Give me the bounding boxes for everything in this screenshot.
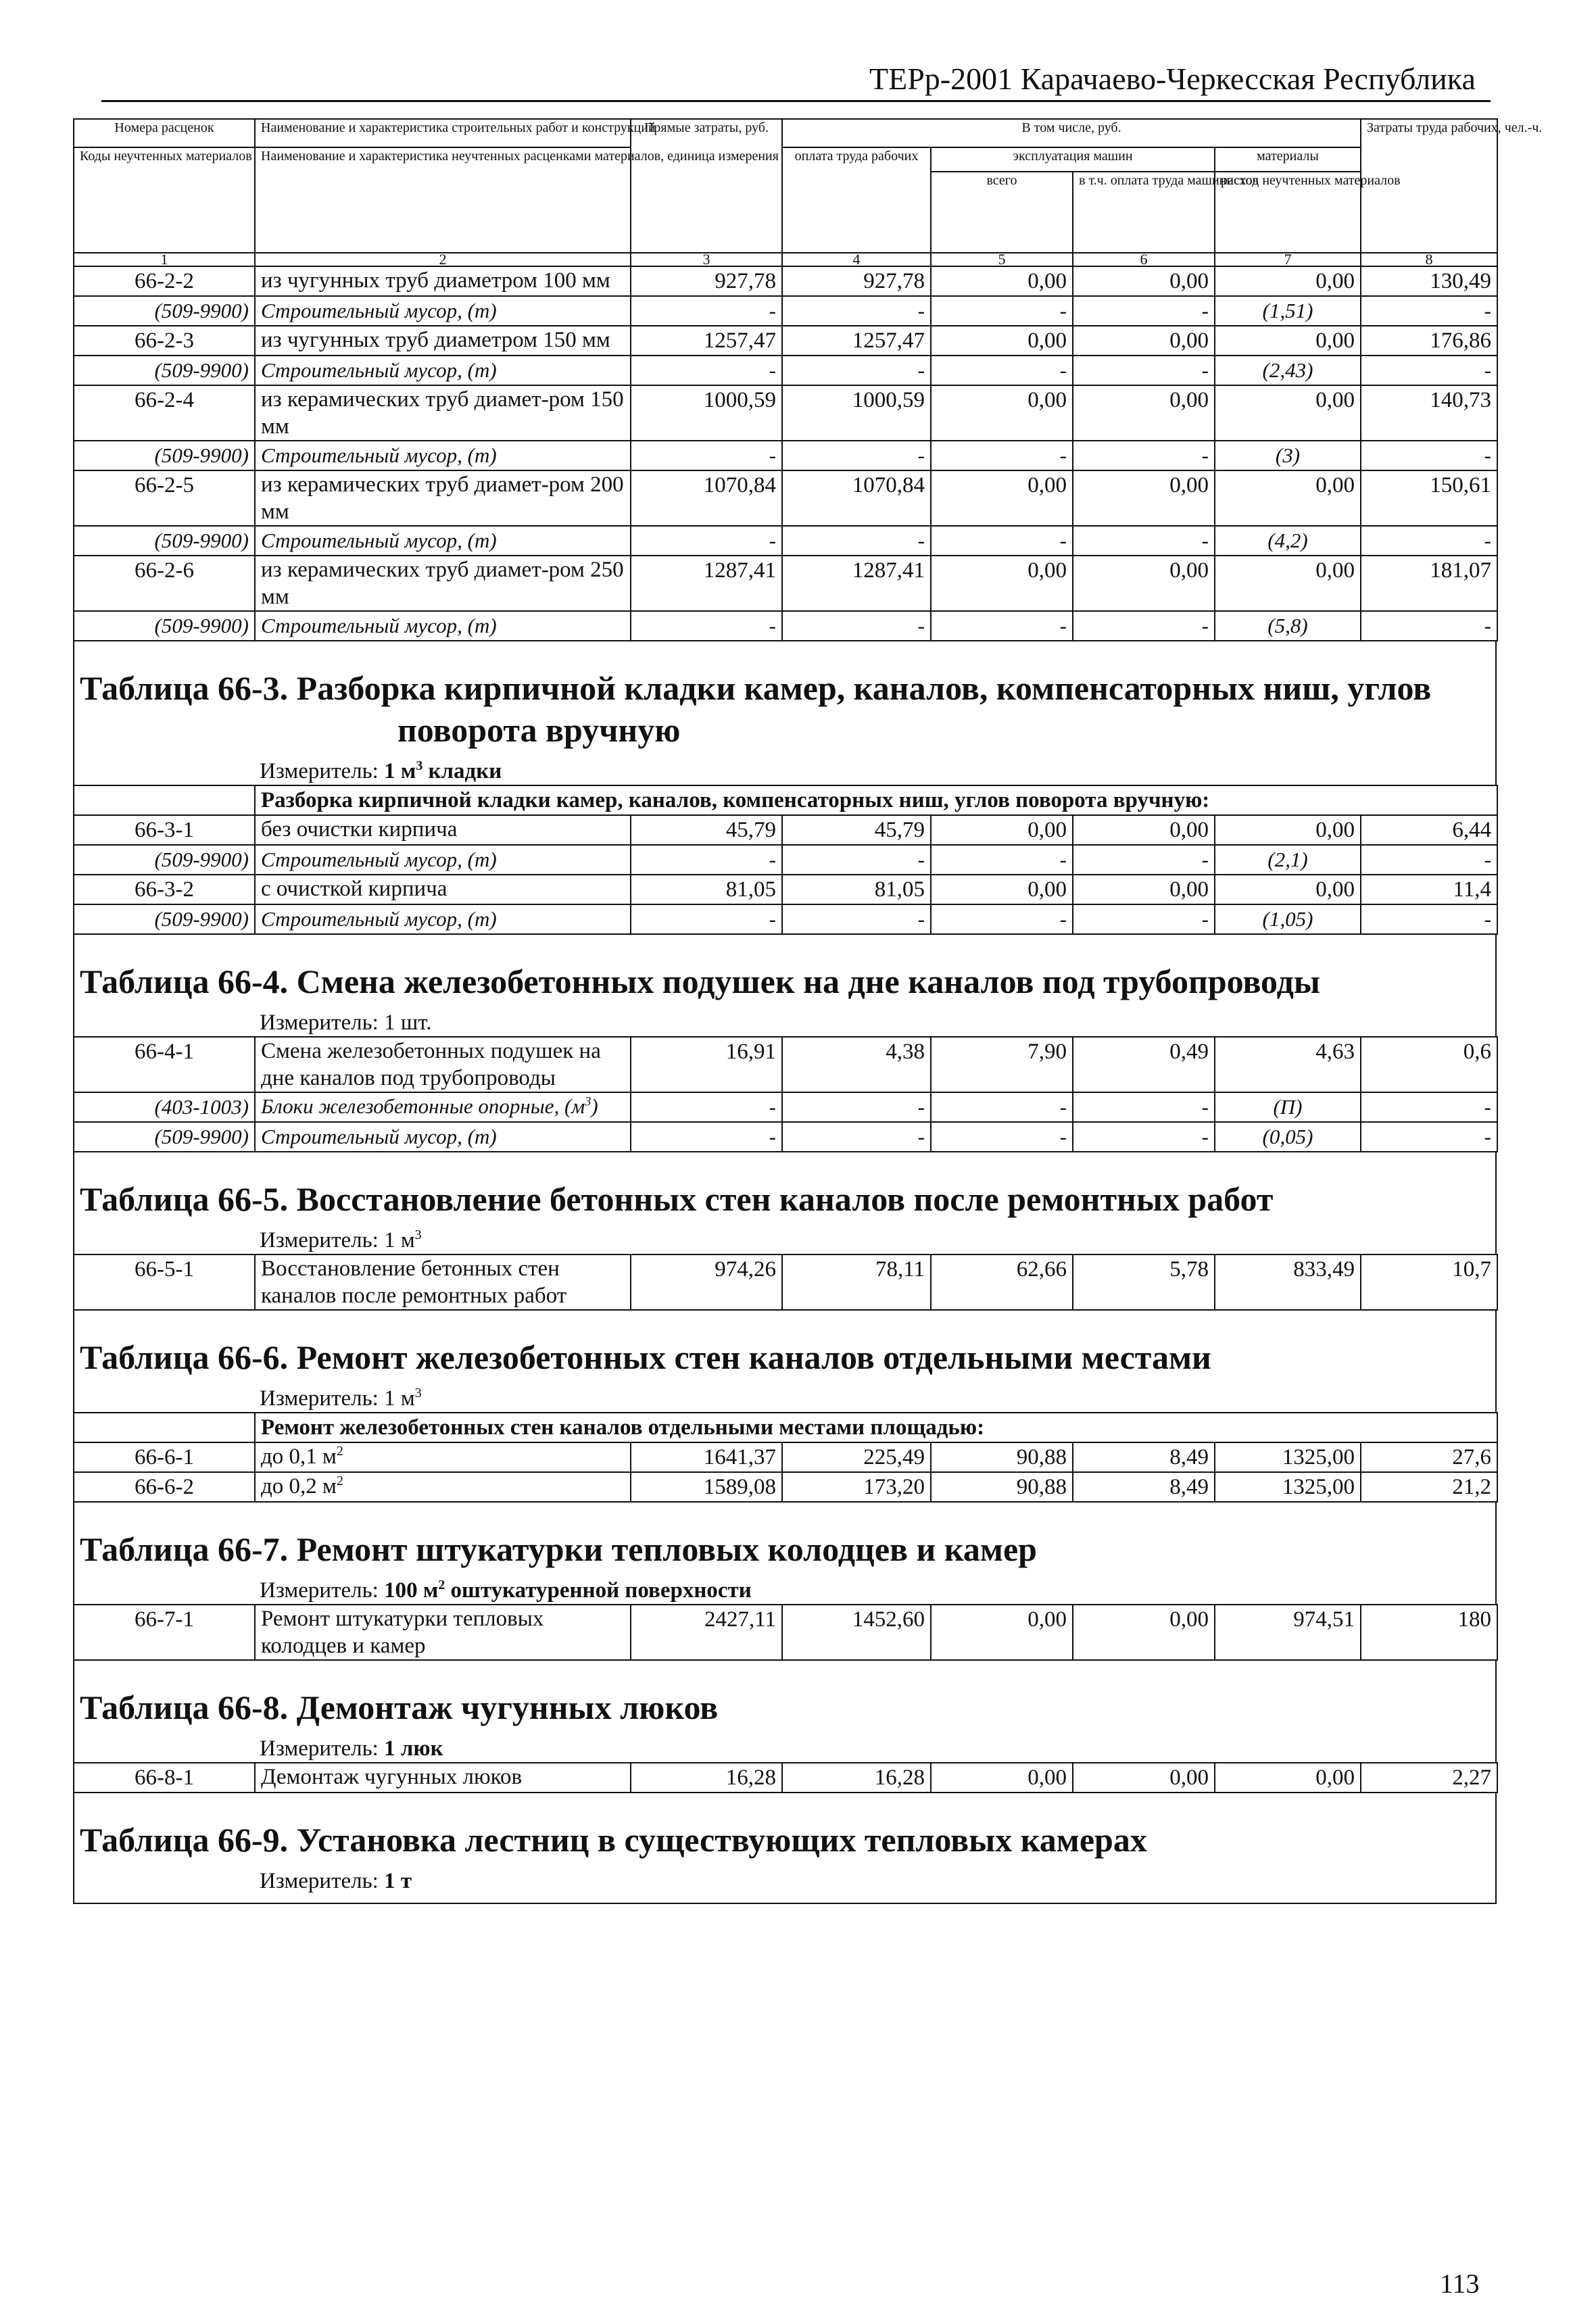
direct-costs: 1070,84: [631, 470, 782, 526]
table-title: Таблица 66-9. Установка лестниц в существующих тепловых камерах: [80, 1821, 1147, 1859]
labor-hours: -: [1361, 296, 1497, 326]
material-code: (509-9900): [74, 441, 255, 470]
table-row: [74, 326, 1497, 356]
measure-label: Измеритель:: [260, 1578, 385, 1603]
labor-hours: 0,6: [1361, 1037, 1497, 1092]
col-number: 4: [782, 253, 931, 266]
labor-hours: -: [1361, 1092, 1497, 1122]
machines-total: -: [931, 611, 1073, 641]
measure-value: 1 м: [384, 759, 416, 783]
material-name: Строительный мусор, (т): [255, 1122, 631, 1152]
material-code: (509-9900): [74, 526, 255, 556]
direct-costs: -: [631, 611, 782, 641]
material-code: (509-9900): [74, 356, 255, 385]
work-name: Демонтаж чугунных люков: [255, 1763, 631, 1793]
materials-cost: 0,00: [1215, 326, 1361, 356]
work-name: [255, 1472, 631, 1502]
materials-cost: 974,51: [1215, 1605, 1361, 1660]
work-name-text: до 0,1 м: [261, 1444, 337, 1469]
direct-costs: -: [631, 296, 782, 326]
table-row: [74, 470, 1497, 526]
rate-code: 66-6-2: [74, 1472, 255, 1502]
rate-code: 66-6-1: [74, 1442, 255, 1472]
measure-unit: [74, 751, 1495, 785]
operator-pay: 0,00: [1073, 266, 1215, 296]
material-name-text: Блоки железобетонные опорные,: [261, 1094, 560, 1118]
operator-pay: 5,78: [1073, 1254, 1215, 1310]
machines-total: 0,00: [931, 1763, 1073, 1793]
worker-pay: 16,28: [782, 1763, 931, 1793]
rate-code: 66-8-1: [74, 1763, 255, 1793]
materials-cost: 0,00: [1215, 266, 1361, 296]
col-header-machines: эксплуатация машин: [931, 147, 1215, 172]
machines-total: -: [931, 296, 1073, 326]
measure-exponent: 2: [438, 1578, 445, 1592]
materials-cost: 0,00: [1215, 875, 1361, 904]
worker-pay: -: [782, 441, 931, 470]
material-consumption: (1,51): [1215, 296, 1361, 326]
material-row: [74, 1092, 1497, 1122]
column-headers: [74, 119, 1543, 253]
material-name: Строительный мусор, (т): [255, 904, 631, 934]
material-name: Строительный мусор, (т): [255, 356, 631, 385]
worker-pay: -: [782, 611, 931, 641]
direct-costs: -: [631, 845, 782, 875]
operator-pay: 0,00: [1073, 470, 1215, 526]
measure-label: Измеритель:: [260, 1228, 385, 1252]
labor-hours: 176,86: [1361, 326, 1497, 356]
table-title-line: поворота вручную: [397, 711, 681, 749]
worker-pay: 1257,47: [782, 326, 931, 356]
measure-label: Измеритель:: [260, 1736, 385, 1761]
measure-value: 1 м: [384, 1228, 415, 1252]
worker-pay: 45,79: [782, 815, 931, 845]
material-row: [74, 296, 1497, 326]
work-name: без очистки кирпича: [255, 815, 631, 845]
rate-code: 66-2-3: [74, 326, 255, 356]
direct-costs: -: [631, 441, 782, 470]
direct-costs: -: [631, 356, 782, 385]
labor-hours: 21,2: [1361, 1472, 1497, 1502]
operator-pay: -: [1073, 356, 1215, 385]
operator-pay: 8,49: [1073, 1472, 1215, 1502]
table-66-7: [73, 1604, 1498, 1661]
machines-total: 7,90: [931, 1037, 1073, 1092]
operator-pay: -: [1073, 1122, 1215, 1152]
operator-pay: -: [1073, 441, 1215, 470]
worker-pay: 927,78: [782, 266, 931, 296]
machines-total: 0,00: [931, 815, 1073, 845]
operator-pay: 0,00: [1073, 815, 1215, 845]
rate-code: 66-2-2: [74, 266, 255, 296]
table-title: Таблица 66-4. Смена железобетонных подушек на дне каналов под трубопроводы: [80, 962, 1320, 1000]
measure-label: Измеритель:: [260, 1869, 385, 1893]
col-header-work-name: Наименование и характеристика строительных работ и конструкций: [255, 119, 631, 147]
worker-pay: 1070,84: [782, 470, 931, 526]
labor-hours: -: [1361, 441, 1497, 470]
col-header-material-names: Наименование и характеристика неучтенных расценками материалов, единица измерения: [255, 147, 631, 253]
col-number: 2: [255, 253, 631, 266]
materials-cost: 1325,00: [1215, 1472, 1361, 1502]
direct-costs: 1257,47: [631, 326, 782, 356]
table-title: Таблица 66-7. Ремонт штукатурки тепловых колодцев и камер: [80, 1530, 1037, 1568]
operator-pay: -: [1073, 904, 1215, 934]
col-header-rate-number: Номера расценок: [74, 119, 255, 147]
material-code: (509-9900): [74, 904, 255, 934]
labor-hours: -: [1361, 356, 1497, 385]
measure-exponent: 3: [416, 758, 423, 773]
machines-total: -: [931, 845, 1073, 875]
machines-total: -: [931, 904, 1073, 934]
materials-cost: 0,00: [1215, 556, 1361, 611]
operator-pay: 0,00: [1073, 326, 1215, 356]
direct-costs: -: [631, 1092, 782, 1122]
labor-hours: 11,4: [1361, 875, 1497, 904]
machines-total: 0,00: [931, 266, 1073, 296]
table-66-3-heading: [73, 641, 1497, 785]
machines-total: 62,66: [931, 1254, 1073, 1310]
labor-hours: -: [1361, 526, 1497, 556]
material-name: Строительный мусор, (т): [255, 611, 631, 641]
table-bottom-border: [73, 1903, 1497, 1904]
measure-value: 1 м: [384, 1386, 415, 1411]
machines-total: 0,00: [931, 875, 1073, 904]
work-name-text: до 0,2 м: [261, 1474, 337, 1498]
col-header-labor-hours: Затраты труда рабочих, чел.-ч.: [1361, 119, 1497, 253]
material-row: [74, 526, 1497, 556]
worker-pay: 1000,59: [782, 385, 931, 441]
table-66-2-body: [74, 266, 1497, 641]
table-66-7-heading: [73, 1503, 1497, 1604]
measure-exponent: 3: [414, 1227, 422, 1242]
table-row: [74, 1472, 1497, 1502]
measure-suffix: кладки: [422, 759, 502, 783]
worker-pay: 81,05: [782, 875, 931, 904]
table-row: [74, 266, 1497, 296]
table-66-6-heading: [73, 1311, 1497, 1412]
material-name: Строительный мусор, (т): [255, 296, 631, 326]
col-number: 1: [74, 253, 255, 266]
materials-cost: 0,00: [1215, 470, 1361, 526]
material-name: Строительный мусор, (т): [255, 845, 631, 875]
direct-costs: 81,05: [631, 875, 782, 904]
measure-unit: [74, 1728, 1495, 1762]
table-66-8-heading: [73, 1661, 1497, 1762]
material-row: [74, 441, 1497, 470]
area-exponent: 2: [336, 1473, 343, 1488]
worker-pay: -: [782, 296, 931, 326]
materials-cost: 0,00: [1215, 385, 1361, 441]
operator-pay: -: [1073, 296, 1215, 326]
measure-label: Измеритель:: [260, 1386, 385, 1411]
col-header-materials: материалы: [1215, 147, 1361, 172]
materials-cost: 0,00: [1215, 815, 1361, 845]
material-code: (509-9900): [74, 611, 255, 641]
page-header: ТЕРр-2001 Карачаево-Черкесская Республика: [869, 62, 1476, 96]
worker-pay: 173,20: [782, 1472, 931, 1502]
operator-pay: -: [1073, 526, 1215, 556]
machines-total: 90,88: [931, 1442, 1073, 1472]
table-title: Таблица 66-5. Восстановление бетонных стен каналов после ремонтных работ: [80, 1180, 1274, 1218]
material-row: [74, 904, 1497, 934]
material-code: (509-9900): [74, 1122, 255, 1152]
worker-pay: -: [782, 356, 931, 385]
direct-costs: 16,91: [631, 1037, 782, 1092]
material-row: [74, 845, 1497, 875]
direct-costs: 927,78: [631, 266, 782, 296]
labor-hours: 150,61: [1361, 470, 1497, 526]
direct-costs: 1589,08: [631, 1472, 782, 1502]
section-title: Ремонт железобетонных стен каналов отдельными местами площадью:: [255, 1413, 1497, 1442]
material-consumption: (П): [1215, 1092, 1361, 1122]
material-row: [74, 611, 1497, 641]
operator-pay: -: [1073, 611, 1215, 641]
material-unit-end: ): [591, 1094, 598, 1118]
labor-hours: -: [1361, 845, 1497, 875]
worker-pay: 1452,60: [782, 1605, 931, 1660]
labor-hours: -: [1361, 611, 1497, 641]
operator-pay: 0,49: [1073, 1037, 1215, 1092]
material-row: [74, 1122, 1497, 1152]
rates-sheet: [73, 118, 1543, 1904]
work-name: из керамических труб диамет-ром 200 мм: [255, 470, 631, 526]
direct-costs: 1641,37: [631, 1442, 782, 1472]
col-header-operator-pay: в т.ч. оплата труда машинистов: [1073, 172, 1215, 253]
rate-code: 66-3-2: [74, 875, 255, 904]
machines-total: -: [931, 441, 1073, 470]
measure-label: Измеритель:: [260, 759, 385, 783]
worker-pay: -: [782, 1092, 931, 1122]
measure-unit: [74, 1861, 1495, 1903]
labor-hours: 130,49: [1361, 266, 1497, 296]
labor-hours: -: [1361, 904, 1497, 934]
table-row: [74, 875, 1497, 904]
work-name: из чугунных труб диаметром 100 мм: [255, 266, 631, 296]
header-divider: [101, 100, 1491, 102]
operator-pay: -: [1073, 1092, 1215, 1122]
section-spacer: [74, 1413, 255, 1442]
table-row: [74, 1605, 1497, 1660]
operator-pay: 0,00: [1073, 385, 1215, 441]
rate-code: 66-7-1: [74, 1605, 255, 1660]
direct-costs: 1000,59: [631, 385, 782, 441]
material-consumption: (2,1): [1215, 845, 1361, 875]
worker-pay: -: [782, 526, 931, 556]
direct-costs: 16,28: [631, 1763, 782, 1793]
operator-pay: -: [1073, 845, 1215, 875]
material-code: (403-1003): [74, 1092, 255, 1122]
labor-hours: 2,27: [1361, 1763, 1497, 1793]
material-code: (509-9900): [74, 845, 255, 875]
worker-pay: 78,11: [782, 1254, 931, 1310]
column-number-row: [74, 253, 1497, 266]
table-66-4: [73, 1036, 1498, 1152]
material-consumption: (0,05): [1215, 1122, 1361, 1152]
material-code: (509-9900): [74, 296, 255, 326]
table-row: [74, 1254, 1497, 1310]
direct-costs: 2427,11: [631, 1605, 782, 1660]
col-header-machines-total: всего: [931, 172, 1073, 253]
work-name: из керамических труб диамет-ром 150 мм: [255, 385, 631, 441]
col-number: 7: [1215, 253, 1361, 266]
material-consumption: (1,05): [1215, 904, 1361, 934]
measure-unit: [74, 1570, 1495, 1604]
machines-total: 90,88: [931, 1472, 1073, 1502]
machines-total: -: [931, 1092, 1073, 1122]
col-number: 3: [631, 253, 782, 266]
table-66-3: [73, 785, 1498, 935]
machines-total: -: [931, 526, 1073, 556]
measure-unit: [74, 1220, 1495, 1254]
machines-total: -: [931, 356, 1073, 385]
materials-cost: 833,49: [1215, 1254, 1361, 1310]
machines-total: 0,00: [931, 1605, 1073, 1660]
section-spacer: [74, 785, 255, 815]
table-66-4-heading: [73, 935, 1497, 1036]
page-number: 113: [1440, 2268, 1480, 2299]
rate-code: 66-2-6: [74, 556, 255, 611]
operator-pay: 0,00: [1073, 1605, 1215, 1660]
operator-pay: 0,00: [1073, 1763, 1215, 1793]
work-name: Ремонт штукатурки тепловых колодцев и камер: [255, 1605, 631, 1660]
machines-total: 0,00: [931, 326, 1073, 356]
direct-costs: -: [631, 1122, 782, 1152]
rate-code: 66-2-5: [74, 470, 255, 526]
worker-pay: -: [782, 904, 931, 934]
machines-total: 0,00: [931, 556, 1073, 611]
labor-hours: 181,07: [1361, 556, 1497, 611]
direct-costs: -: [631, 904, 782, 934]
table-row: [74, 815, 1497, 845]
measure-suffix: оштукатуренной поверхности: [445, 1578, 752, 1603]
labor-hours: 180: [1361, 1605, 1497, 1660]
material-name: Строительный мусор, (т): [255, 441, 631, 470]
material-unit-exponent: 3: [585, 1094, 591, 1109]
material-consumption: (5,8): [1215, 611, 1361, 641]
work-name: [255, 1442, 631, 1472]
material-consumption: (3): [1215, 441, 1361, 470]
table-66-5: [73, 1254, 1498, 1311]
table-row: [74, 385, 1497, 441]
material-consumption: (2,43): [1215, 356, 1361, 385]
rate-code: 66-3-1: [74, 815, 255, 845]
material-name: [255, 1092, 631, 1122]
rate-code: 66-2-4: [74, 385, 255, 441]
labor-hours: 6,44: [1361, 815, 1497, 845]
material-row: [74, 356, 1497, 385]
col-header-unaccounted-materials: расход неучтенных материалов: [1215, 172, 1361, 253]
operator-pay: 8,49: [1073, 1442, 1215, 1472]
col-number: 5: [931, 253, 1073, 266]
table-66-2: [73, 118, 1543, 641]
area-exponent: 2: [336, 1444, 343, 1459]
materials-cost: 1325,00: [1215, 1442, 1361, 1472]
direct-costs: 974,26: [631, 1254, 782, 1310]
table-66-9-heading: [73, 1793, 1497, 1903]
measure-value: 1 люк: [384, 1736, 443, 1761]
worker-pay: -: [782, 1122, 931, 1152]
table-row: [74, 1442, 1497, 1472]
measure-exponent: 3: [414, 1386, 422, 1400]
col-header-material-codes: Коды неучтенных материалов: [74, 147, 255, 253]
labor-hours: -: [1361, 1122, 1497, 1152]
worker-pay: 225,49: [782, 1442, 931, 1472]
table-row: [74, 1037, 1497, 1092]
rate-code: 66-4-1: [74, 1037, 255, 1092]
labor-hours: 27,6: [1361, 1442, 1497, 1472]
work-name: из чугунных труб диаметром 150 мм: [255, 326, 631, 356]
measure-unit: [74, 1378, 1495, 1412]
worker-pay: -: [782, 845, 931, 875]
operator-pay: 0,00: [1073, 556, 1215, 611]
table-title-line: Таблица 66-3. Разборка кирпичной кладки камер, каналов, компенсаторных ниш, углов: [80, 669, 1432, 707]
table-title: Таблица 66-6. Ремонт железобетонных стен каналов отдельными местами: [80, 1338, 1211, 1376]
measure-value: 100 м: [384, 1578, 439, 1603]
worker-pay: 4,38: [782, 1037, 931, 1092]
work-name: с очисткой кирпича: [255, 875, 631, 904]
table-66-8: [73, 1762, 1498, 1793]
col-number: 8: [1361, 253, 1497, 266]
work-name: из керамических труб диамет-ром 250 мм: [255, 556, 631, 611]
direct-costs: 1287,41: [631, 556, 782, 611]
col-header-including: В том числе, руб.: [782, 119, 1361, 147]
table-row: [74, 1763, 1497, 1793]
labor-hours: 140,73: [1361, 385, 1497, 441]
material-consumption: (4,2): [1215, 526, 1361, 556]
materials-cost: 0,00: [1215, 1763, 1361, 1793]
operator-pay: 0,00: [1073, 875, 1215, 904]
section-title: Разборка кирпичной кладки камер, каналов, компенсаторных ниш, углов поворота вручную:: [255, 785, 1497, 815]
work-name: Восстановление бетонных стен каналов после ремонтных работ: [255, 1254, 631, 1310]
rate-code: 66-5-1: [74, 1254, 255, 1310]
table-66-6: [73, 1412, 1498, 1503]
col-header-direct-costs: Прямые затраты, руб.: [631, 119, 782, 253]
work-name: Смена железобетонных подушек на дне каналов под трубопроводы: [255, 1037, 631, 1092]
material-unit: (м: [564, 1094, 585, 1118]
machines-total: 0,00: [931, 470, 1073, 526]
machines-total: -: [931, 1122, 1073, 1152]
table-title: Таблица 66-8. Демонтаж чугунных люков: [80, 1688, 719, 1726]
col-number: 6: [1073, 253, 1215, 266]
table-row: [74, 556, 1497, 611]
table-66-5-heading: [73, 1152, 1497, 1254]
direct-costs: 45,79: [631, 815, 782, 845]
materials-cost: 4,63: [1215, 1037, 1361, 1092]
machines-total: 0,00: [931, 385, 1073, 441]
col-header-worker-pay: оплата труда рабочих: [782, 147, 931, 253]
measure-unit: Измеритель: 1 шт.: [260, 1010, 432, 1035]
labor-hours: 10,7: [1361, 1254, 1497, 1310]
table-title: [74, 641, 1495, 751]
direct-costs: -: [631, 526, 782, 556]
material-name: Строительный мусор, (т): [255, 526, 631, 556]
worker-pay: 1287,41: [782, 556, 931, 611]
measure-value: 1 т: [384, 1869, 412, 1893]
